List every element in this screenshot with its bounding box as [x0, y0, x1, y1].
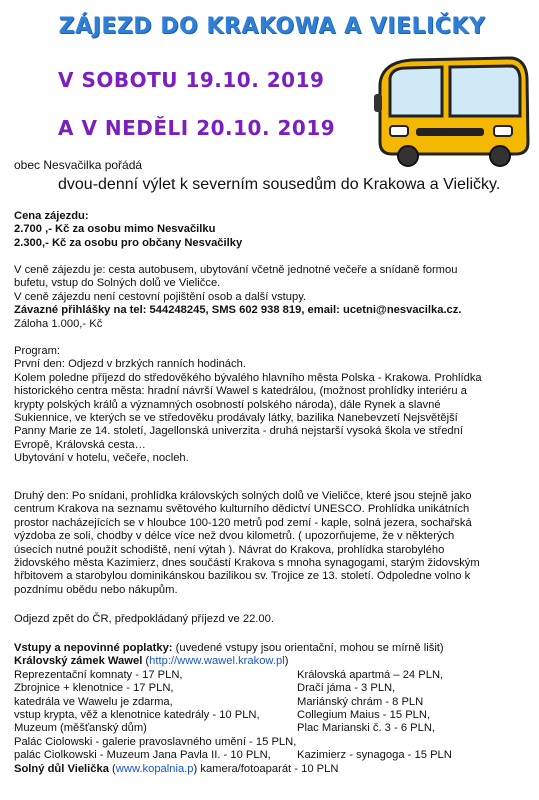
price-line: 2.700 ,- Kč za osobu mimo Nesvačilku [14, 223, 216, 236]
return-line: Odjezd zpět do ČR, předpokládaný příjezd ve 22.00. [14, 613, 274, 625]
program-section [14, 345, 529, 466]
fee-left: Zbrojnice + klenotnice - 17 PLN, [14, 682, 174, 695]
fee-left: Muzeum (měšťanský dům) [14, 722, 147, 735]
day2-line: židovského města Kazimierz, dnes součástí Krakova s mnoha synagogami, starým židovským [14, 557, 480, 570]
program-line: Sukiennice, ve kterých se ve středověku prodávaly látky, bazilika Nanebevzetí Nejsvětější [14, 412, 458, 425]
wawel-label: Královský zámek Wawel [14, 655, 143, 668]
fee-right: Kazimierz - synagoga - 15 PLN [297, 749, 452, 762]
fee-right: Mariánský chrám - 8 PLN [297, 695, 424, 708]
fee-left: palác Ciolkowski - Muzeum Jana Pavla II. - 10 PLN, [14, 749, 271, 762]
palace-line: Palác Ciolowski - galerie pravoslavného umění - 15 PLN, [14, 735, 297, 748]
date-saturday: V SOBOTU 19.10. 2019 [58, 68, 325, 92]
wawel-link[interactable]: http://www.wawel.krakow.pl [149, 655, 285, 668]
fee-row [14, 749, 529, 762]
price-line: 2.300,- Kč za osobu pro občany Nesvačilky [14, 236, 243, 249]
fees-note: (uvedené vstupy jsou orientační, mohou se mírně lišit) [172, 642, 444, 654]
day2-line: pozdnímu obědu nebo nákupům. [14, 583, 178, 596]
organizer-text: obec Nesvačilka pořádá [14, 158, 143, 172]
program-line: historického centra města: hradní návrší Wawel s katedrálou, (možnost prohlídky interiéru a [14, 385, 467, 398]
fee-right: Královská apartmá – 24 PLN, [297, 668, 444, 681]
program-line: Panny Marie ze 14. století, Jagellonská univerzita - druhá nejstarší vysoká škola ve střední [14, 425, 463, 438]
fee-left: vstup krypta, věž a klenotnice katedrály - 10 PLN, [14, 709, 260, 722]
fee-row [14, 669, 529, 682]
day2-line: hřbitovem a starobylou dominikánskou bazilikou sv. Trojice ze 13. století. Odpoledne volno k [14, 570, 471, 583]
fee-right: Dračí jáma - 3 PLN, [297, 682, 396, 695]
program-line: Kolem poledne příjezd do středověkého bývalého hlavního města Polska - Krakowa. Prohlídka [14, 371, 482, 384]
day2-line: Druhý den: Po snídani, prohlídka královských solných dolů ve Vieličce, které jsou stejně jako [14, 490, 472, 502]
page-title: ZÁJEZD DO KRAKOWA A VIELIČKY [58, 14, 486, 39]
date-sunday: A V NEDĚLI 20.10. 2019 [58, 116, 336, 140]
program-line: Ubytování v hotelu, večeře, nocleh. [14, 452, 189, 465]
fee-row [14, 709, 529, 722]
fee-left: Reprezentační komnaty - 17 PLN, [14, 668, 183, 681]
trip-subtitle: dvou-denní výlet k severním sousedům do Krakowa a Vieličky. [58, 176, 501, 193]
mine-note: kamera/fotoaparát - 10 PLN [197, 762, 339, 775]
price-heading: Cena zájezdu: [14, 210, 89, 222]
program-line: První den: Odjezd v brzkých ranních hodinách. [14, 358, 246, 371]
fee-right: Plac Marianski č. 3 - 6 PLN, [297, 722, 436, 735]
fee-left: katedrála ve Wawelu je zdarma, [14, 695, 173, 708]
program-heading: Program: [14, 345, 61, 357]
included-line: V ceně zájezdu je: cesta autobusem, ubytování včetně jednotné večeře a snídaně formou [14, 264, 458, 276]
fees-section: Vstupy a nepovinné poplatky: (uvedené vstupy jsou orientační, mohou se mírně lišit) Královský zámek Wawel (http://www.wawel.krakow.pl) Reprezentační komnaty - 17 PLN, Královská apartmá – 24 PLN, Zbrojnice + klenotnice - 17 PLN, Dračí jáma - 3 PLN, katedrála ve Wawelu je zdarma, Mariánský chrám - 8 PLN vstup krypta, věž a klenotnice katedrály - 10 PLN, Collegium Maius - 15 PLN, Muzeum (měšťanský dům) Plac Marianski č. 3 - 6 PLN, Palác Ciolowski - galerie pravoslavného umění - 15 PLN, palác Ciolkowski - Muzeum Jana Pavla II. - 10 PLN, Kazimierz - synagoga - 15 PLN Solný důl Vielička (www.kopalnia.p) kamera/fotoaparát - 10 PLN [14, 642, 529, 776]
day2-section [14, 490, 529, 597]
program-line: krypty polských králů a významných osobností polského národa), dále Rynek a slavné [14, 398, 441, 411]
fee-row [14, 722, 529, 735]
mine-label: Solný důl Vielička [14, 762, 109, 775]
included-section [14, 264, 529, 331]
included-line: bufetu, vstup do Solných dolů ve Vieličce. [14, 277, 221, 290]
day2-line: prostor nacházejících se v hloubce 100-120 metrů pod zemí - kaple, solná jezera, sochařská [14, 516, 472, 529]
price-section [14, 210, 529, 250]
day2-line: výzdoba ze soli, chodby v délce více než dvou kilometrů. ( upozorňujeme, že v některých [14, 530, 455, 543]
bus-icon [372, 54, 530, 168]
mine-link[interactable]: www.kopalnia.p [115, 762, 194, 775]
fee-row [14, 682, 529, 695]
program-line: Evropě, Královská cesta… [14, 438, 146, 451]
registration-line: Závazné přihlášky na tel: 544248245, SMS 602 938 819, email: ucetni@nesvacilka.cz. [14, 304, 462, 317]
day2-line: úsecích nutné použít schodiště, není výtah ). Návrat do Krakova, prohlídka starobylého [14, 543, 445, 556]
fees-heading: Vstupy a nepovinné poplatky: [14, 642, 173, 654]
included-line: V ceně zájezdu není cestovní pojištění osob a další vstupy. [14, 290, 307, 303]
day2-line: centrum Krakova na seznamu světového kulturního dědictví UNESCO. Prohlídka unikátních [14, 503, 470, 516]
fee-right: Collegium Maius - 15 PLN, [297, 709, 431, 722]
fee-row [14, 696, 529, 709]
deposit-line: Záloha 1.000,- Kč [14, 317, 103, 330]
